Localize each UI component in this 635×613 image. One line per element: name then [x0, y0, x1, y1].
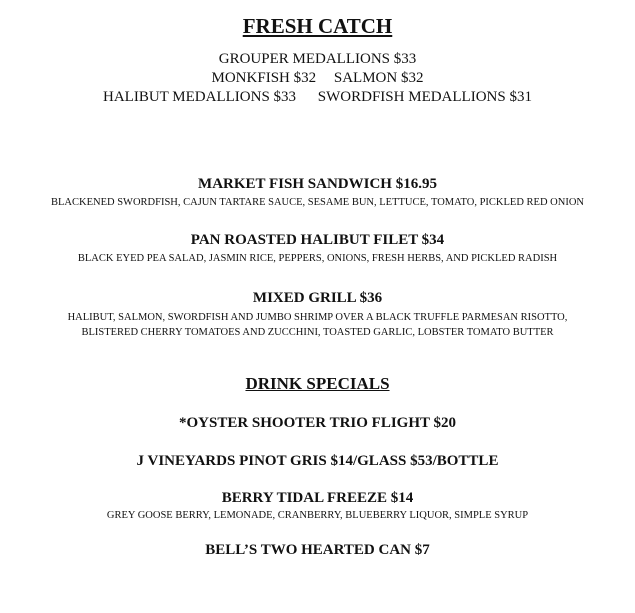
fresh-catch-heading: FRESH CATCH — [242, 14, 393, 38]
fish-item-salmon: SALMON $32 — [333, 70, 424, 86]
drink-specials-heading: DRINK SPECIALS — [245, 374, 390, 393]
fish-item-grouper: GROUPER MEDALLIONS $33 — [218, 51, 417, 67]
drink-berry-tidal-freeze-desc: GREY GOOSE BERRY, LEMONADE, CRANBERRY, BLUEBERRY LIQUOR, SIMPLE SYRUP — [106, 510, 529, 521]
entree-desc-mixed-grill-line-1: HALIBUT, SALMON, SWORDFISH AND JUMBO SHRIMP OVER A BLACK TRUFFLE PARMESAN RISOTTO, — [67, 312, 568, 323]
fish-item-halibut: HALIBUT MEDALLIONS $33 — [103, 89, 297, 105]
drink-bells-two-hearted: BELL’S TWO HEARTED CAN $7 — [205, 542, 430, 558]
fish-item-monkfish: MONKFISH $32 — [211, 70, 317, 86]
fresh-catch-line-1 — [0, 51, 635, 68]
entree-desc-market-fish-sandwich: BLACKENED SWORDFISH, CAJUN TARTARE SAUCE, SESAME BUN, LETTUCE, TOMATO, PICKLED RED ONION — [50, 197, 585, 208]
drink-pinot-gris: J VINEYARDS PINOT GRIS $14/GLASS $53/BOTTLE — [136, 453, 499, 469]
fresh-catch-line-2 — [0, 70, 635, 87]
entree-desc-mixed-grill-line-2: BLISTERED CHERRY TOMATOES AND ZUCCHINI, TOASTED GARLIC, LOBSTER TOMATO BUTTER — [81, 327, 554, 338]
drink-oyster-shooter: *OYSTER SHOOTER TRIO FLIGHT $20 — [178, 415, 457, 431]
entree-title-market-fish-sandwich: MARKET FISH SANDWICH $16.95 — [198, 176, 437, 192]
entree-title-mixed-grill: MIXED GRILL $36 — [252, 290, 383, 306]
drink-berry-tidal-freeze: BERRY TIDAL FREEZE $14 — [221, 490, 414, 506]
entree-title-halibut-filet: PAN ROASTED HALIBUT FILET $34 — [190, 232, 445, 248]
entree-desc-halibut-filet: BLACK EYED PEA SALAD, JASMIN RICE, PEPPERS, ONIONS, FRESH HERBS, AND PICKLED RADISH — [77, 253, 558, 264]
fish-item-swordfish: SWORDFISH MEDALLIONS $31 — [317, 89, 532, 105]
fresh-catch-line-3 — [0, 89, 635, 106]
